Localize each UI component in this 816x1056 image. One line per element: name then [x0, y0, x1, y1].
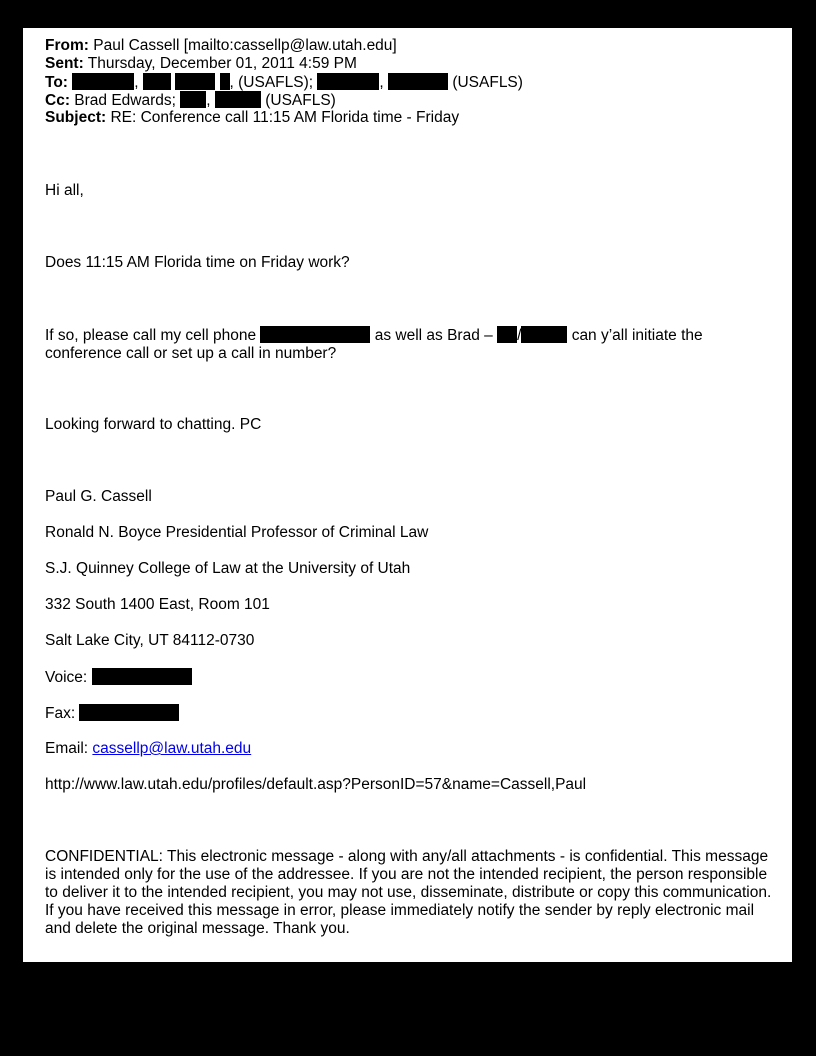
redaction-box: [220, 73, 230, 90]
call-slash: /: [517, 327, 522, 344]
call-text-1: If so, please call my cell phone: [45, 327, 257, 344]
redaction-box: [79, 704, 179, 721]
redaction-box: [521, 326, 567, 343]
signature-fax: [45, 704, 773, 723]
to-separator: , (USAFLS);: [229, 74, 314, 91]
from-label: From:: [45, 37, 89, 54]
from-line: [45, 37, 775, 55]
redaction-box: [143, 73, 171, 90]
subject-line: [45, 109, 775, 127]
cc-suffix: (USAFLS): [265, 92, 336, 109]
from-value: Paul Cassell [mailto:cassellp@law.utah.edu]: [93, 37, 397, 54]
sent-value: Thursday, December 01, 2011 4:59 PM: [87, 55, 357, 72]
cc-line: [45, 91, 775, 109]
sent-line: [45, 55, 775, 73]
confidentiality-disclaimer: CONFIDENTIAL: This electronic message - along with any/all attachments - is confidential. This message is intended only for the use of the addressee. If you are not the intended recipient, the person responsible to deliver it to the intended recipient, you may not use, disseminate, distribute or copy this communication. If you have received this message in error, please immediately notify the sender by reply electronic mail and delete the original message. Thank you.: [45, 848, 772, 937]
signature-voice: [45, 668, 773, 687]
to-line: [45, 73, 775, 91]
call-text-3: can y’all initiate the conference call or set up a call in number?: [45, 327, 703, 362]
to-separator: ,: [379, 74, 384, 91]
redaction-box: [72, 73, 134, 90]
question-paragraph: Does 11:15 AM Florida time on Friday work?: [45, 254, 350, 271]
greeting: Hi all,: [45, 182, 84, 199]
signature-college: S.J. Quinney College of Law at the University of Utah: [45, 560, 411, 577]
cc-label: Cc:: [45, 92, 70, 109]
to-label: To:: [45, 74, 68, 91]
redaction-box: [260, 326, 370, 343]
signature-email: [45, 740, 773, 758]
redaction-box: [215, 91, 261, 108]
redaction-box: [180, 91, 206, 108]
fax-label: Fax:: [45, 705, 76, 722]
cc-value: Brad Edwards;: [74, 92, 176, 109]
redaction-box: [388, 73, 448, 90]
email-link[interactable]: cassellp@law.utah.edu: [92, 740, 252, 757]
signature-name: Paul G. Cassell: [45, 488, 152, 505]
subject-value: RE: Conference call 11:15 AM Florida time - Friday: [110, 109, 460, 126]
subject-label: Subject:: [45, 109, 107, 126]
email-label: Email:: [45, 740, 89, 757]
signature-title: Ronald N. Boyce Presidential Professor of Criminal Law: [45, 524, 429, 541]
voice-label: Voice:: [45, 669, 88, 686]
call-text-2: as well as Brad –: [374, 327, 493, 344]
signature-address-line-1: 332 South 1400 East, Room 101: [45, 596, 270, 613]
email-header: [45, 37, 775, 127]
to-separator: ,: [134, 74, 139, 91]
call-paragraph: [45, 326, 773, 363]
signature-url: http://www.law.utah.edu/profiles/default.asp?PersonID=57&name=Cassell,Paul: [45, 776, 587, 793]
closing-line: Looking forward to chatting. PC: [45, 416, 262, 433]
redaction-box: [317, 73, 379, 90]
redaction-box: [497, 326, 517, 343]
cc-separator: ,: [206, 92, 211, 109]
signature-address-line-2: Salt Lake City, UT 84112-0730: [45, 632, 255, 649]
to-suffix: (USAFLS): [452, 74, 523, 91]
sent-label: Sent:: [45, 55, 84, 72]
redaction-box: [92, 668, 192, 685]
document-page: [23, 28, 792, 962]
redaction-box: [175, 73, 215, 90]
